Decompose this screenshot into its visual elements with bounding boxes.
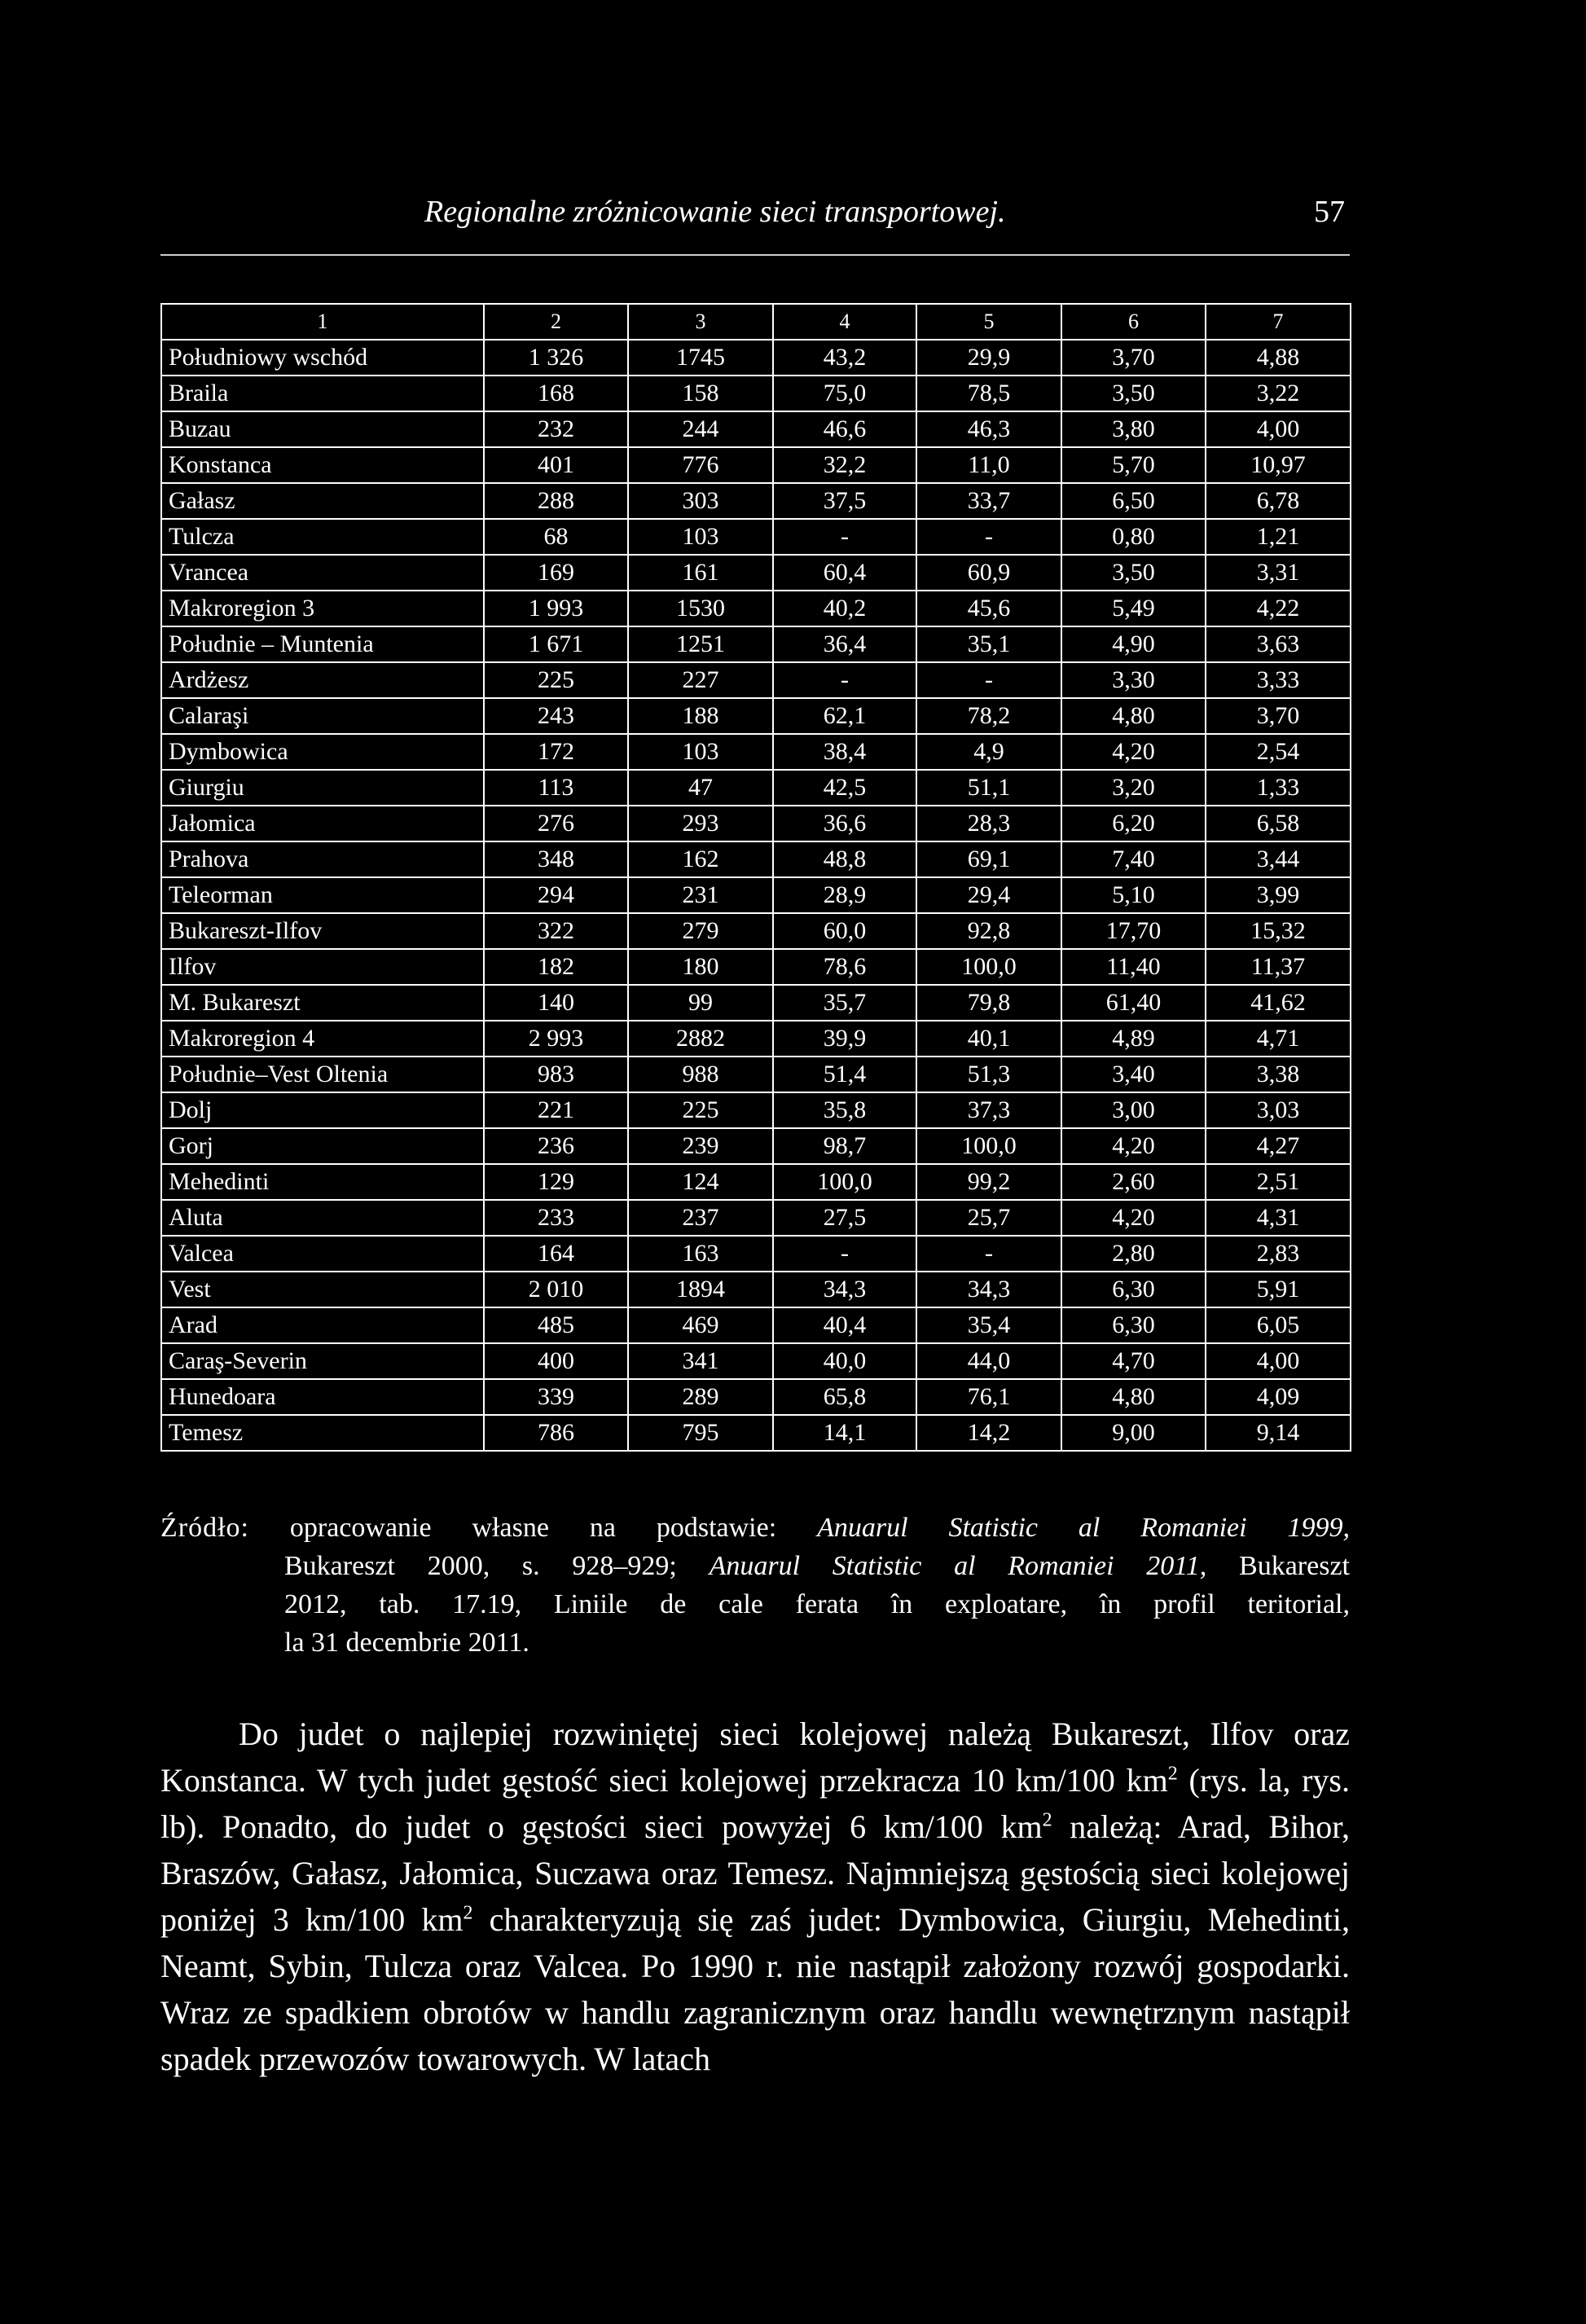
table-row	[161, 913, 1351, 949]
table-row	[161, 1307, 1351, 1343]
value-cell: 1 326	[484, 340, 628, 376]
value-cell: 29,4	[916, 877, 1061, 913]
region-name-cell: Bukareszt-Ilfov	[161, 913, 484, 949]
column-header: 1	[161, 304, 484, 340]
value-cell: 129	[484, 1164, 628, 1200]
value-cell: 231	[628, 877, 773, 913]
value-cell: 41,62	[1206, 985, 1351, 1021]
value-cell: 1251	[628, 626, 773, 662]
value-cell: 9,00	[1061, 1415, 1206, 1451]
value-cell: 37,3	[916, 1092, 1061, 1128]
region-name-cell: Dymbowica	[161, 734, 484, 770]
region-name-cell: Gorj	[161, 1128, 484, 1164]
value-cell: 3,20	[1061, 770, 1206, 806]
value-cell: 3,33	[1206, 662, 1351, 698]
value-cell: 2,51	[1206, 1164, 1351, 1200]
column-header: 4	[773, 304, 916, 340]
value-cell: 34,3	[916, 1272, 1061, 1307]
value-cell: 2,83	[1206, 1236, 1351, 1272]
table-row	[161, 698, 1351, 734]
value-cell: 5,91	[1206, 1272, 1351, 1307]
value-cell: 10,97	[1206, 447, 1351, 483]
value-cell: 51,4	[773, 1057, 916, 1092]
table-row	[161, 376, 1351, 411]
value-cell: 1,21	[1206, 519, 1351, 555]
body-part-2: (rys. la, rys. lb). Ponadto, do judet o gęstości sieci powyżej 6 km/100 km	[160, 1762, 1350, 1845]
value-cell: 25,7	[916, 1200, 1061, 1236]
value-cell: 60,0	[773, 913, 916, 949]
value-cell: -	[773, 519, 916, 555]
value-cell: 46,3	[916, 411, 1061, 447]
body-text	[160, 1711, 1350, 2082]
value-cell: 322	[484, 913, 628, 949]
value-cell: 221	[484, 1092, 628, 1128]
region-name-cell: Konstanca	[161, 447, 484, 483]
value-cell: 4,80	[1061, 698, 1206, 734]
value-cell: 2 993	[484, 1021, 628, 1057]
value-cell: 40,2	[773, 591, 916, 626]
value-cell: -	[773, 1236, 916, 1272]
region-name-cell: Teleorman	[161, 877, 484, 913]
value-cell: 288	[484, 483, 628, 519]
value-cell: 75,0	[773, 376, 916, 411]
region-name-cell: Tulcza	[161, 519, 484, 555]
value-cell: 29,9	[916, 340, 1061, 376]
region-name-cell: Dolj	[161, 1092, 484, 1128]
value-cell: 4,27	[1206, 1128, 1351, 1164]
table-row	[161, 1128, 1351, 1164]
body-paragraph	[160, 1711, 1350, 2082]
value-cell: 4,20	[1061, 1200, 1206, 1236]
value-cell: 1 671	[484, 626, 628, 662]
value-cell: 39,9	[773, 1021, 916, 1057]
table-row	[161, 1021, 1351, 1057]
value-cell: 4,31	[1206, 1200, 1351, 1236]
value-cell: 188	[628, 698, 773, 734]
value-cell: 34,3	[773, 1272, 916, 1307]
value-cell: 776	[628, 447, 773, 483]
value-cell: 42,5	[773, 770, 916, 806]
value-cell: 35,1	[916, 626, 1061, 662]
value-cell: -	[916, 662, 1061, 698]
value-cell: 28,3	[916, 806, 1061, 841]
region-name-cell: Temesz	[161, 1415, 484, 1451]
value-cell: 78,6	[773, 949, 916, 985]
value-cell: 236	[484, 1128, 628, 1164]
value-cell: 100,0	[916, 1128, 1061, 1164]
value-cell: 225	[628, 1092, 773, 1128]
value-cell: 51,3	[916, 1057, 1061, 1092]
value-cell: 4,89	[1061, 1021, 1206, 1057]
value-cell: 103	[628, 734, 773, 770]
value-cell: 45,6	[916, 591, 1061, 626]
value-cell: 169	[484, 555, 628, 591]
value-cell: 4,20	[1061, 734, 1206, 770]
value-cell: 3,63	[1206, 626, 1351, 662]
header-rule	[160, 254, 1350, 256]
table-row	[161, 340, 1351, 376]
value-cell: 37,5	[773, 483, 916, 519]
value-cell: 294	[484, 877, 628, 913]
value-cell: 161	[628, 555, 773, 591]
value-cell: 1745	[628, 340, 773, 376]
value-cell: 11,37	[1206, 949, 1351, 985]
value-cell: 163	[628, 1236, 773, 1272]
value-cell: 3,22	[1206, 376, 1351, 411]
value-cell: 3,38	[1206, 1057, 1351, 1092]
value-cell: 36,6	[773, 806, 916, 841]
value-cell: 99	[628, 985, 773, 1021]
table-row	[161, 447, 1351, 483]
table-row	[161, 1272, 1351, 1307]
value-cell: 92,8	[916, 913, 1061, 949]
value-cell: 61,40	[1061, 985, 1206, 1021]
value-cell: 60,9	[916, 555, 1061, 591]
table-row	[161, 806, 1351, 841]
value-cell: 4,70	[1061, 1343, 1206, 1379]
value-cell: 4,9	[916, 734, 1061, 770]
table-row	[161, 1343, 1351, 1379]
body-part-1: Do judet o najlepiej rozwiniętej sieci kolejowej należą Bukareszt, Ilfov oraz Konstanca. W tych judet gęstość sieci kolejowej przekracza 10 km/100 km	[160, 1716, 1350, 1799]
value-cell: 4,00	[1206, 1343, 1351, 1379]
value-cell: 279	[628, 913, 773, 949]
value-cell: 7,40	[1061, 841, 1206, 877]
table-row	[161, 1200, 1351, 1236]
value-cell: 6,50	[1061, 483, 1206, 519]
value-cell: 4,90	[1061, 626, 1206, 662]
region-name-cell: Valcea	[161, 1236, 484, 1272]
column-header: 5	[916, 304, 1061, 340]
value-cell: 46,6	[773, 411, 916, 447]
value-cell: 2,60	[1061, 1164, 1206, 1200]
value-cell: 162	[628, 841, 773, 877]
value-cell: 60,4	[773, 555, 916, 591]
value-cell: 237	[628, 1200, 773, 1236]
column-header: 2	[484, 304, 628, 340]
page-number: 57	[1314, 195, 1345, 229]
value-cell: 5,10	[1061, 877, 1206, 913]
value-cell: 180	[628, 949, 773, 985]
value-cell: 32,2	[773, 447, 916, 483]
table-row	[161, 841, 1351, 877]
value-cell: -	[916, 1236, 1061, 1272]
value-cell: 17,70	[1061, 913, 1206, 949]
value-cell: 4,88	[1206, 340, 1351, 376]
value-cell: 100,0	[773, 1164, 916, 1200]
value-cell: 27,5	[773, 1200, 916, 1236]
source-text-3: Bukareszt	[1206, 1551, 1350, 1581]
value-cell: 11,0	[916, 447, 1061, 483]
region-name-cell: Braila	[161, 376, 484, 411]
table-row	[161, 555, 1351, 591]
region-name-cell: Aluta	[161, 1200, 484, 1236]
table-row	[161, 1415, 1351, 1451]
value-cell: 303	[628, 483, 773, 519]
value-cell: 158	[628, 376, 773, 411]
value-cell: 11,40	[1061, 949, 1206, 985]
table-row	[161, 626, 1351, 662]
value-cell: 239	[628, 1128, 773, 1164]
value-cell: 6,05	[1206, 1307, 1351, 1343]
value-cell: 2,54	[1206, 734, 1351, 770]
value-cell: 78,2	[916, 698, 1061, 734]
region-name-cell: Południe–Vest Oltenia	[161, 1057, 484, 1092]
value-cell: 233	[484, 1200, 628, 1236]
value-cell: 51,1	[916, 770, 1061, 806]
value-cell: 35,4	[916, 1307, 1061, 1343]
region-name-cell: Arad	[161, 1307, 484, 1343]
region-name-cell: Giurgiu	[161, 770, 484, 806]
value-cell: 44,0	[916, 1343, 1061, 1379]
value-cell: 6,58	[1206, 806, 1351, 841]
table-row	[161, 411, 1351, 447]
value-cell: 48,8	[773, 841, 916, 877]
body-part-3: należą: Arad, Bihor, Braszów, Gałasz, Jałomica, Suczawa oraz Temesz. Najmniejszą gęstością sieci kolejowej poniżej 3 km/100 km	[160, 1808, 1350, 1938]
region-name-cell: Makroregion 3	[161, 591, 484, 626]
value-cell: 243	[484, 698, 628, 734]
value-cell: 341	[628, 1343, 773, 1379]
value-cell: 14,2	[916, 1415, 1061, 1451]
value-cell: 6,78	[1206, 483, 1351, 519]
value-cell: 140	[484, 985, 628, 1021]
table-row	[161, 591, 1351, 626]
value-cell: 3,40	[1061, 1057, 1206, 1092]
value-cell: 2 010	[484, 1272, 628, 1307]
superscript: 2	[1042, 1809, 1052, 1831]
value-cell: -	[916, 519, 1061, 555]
source-line-4: la 31 decembrie 2011.	[284, 1628, 529, 1658]
value-cell: 988	[628, 1057, 773, 1092]
value-cell: -	[773, 662, 916, 698]
value-cell: 4,71	[1206, 1021, 1351, 1057]
value-cell: 244	[628, 411, 773, 447]
table-row	[161, 483, 1351, 519]
region-name-cell: Buzau	[161, 411, 484, 447]
value-cell: 40,4	[773, 1307, 916, 1343]
value-cell: 35,7	[773, 985, 916, 1021]
running-title: Regionalne zróżnicowanie sieci transportowej.	[424, 195, 1006, 229]
value-cell: 168	[484, 376, 628, 411]
table-row	[161, 1164, 1351, 1200]
value-cell: 5,70	[1061, 447, 1206, 483]
value-cell: 69,1	[916, 841, 1061, 877]
value-cell: 6,30	[1061, 1272, 1206, 1307]
value-cell: 786	[484, 1415, 628, 1451]
region-name-cell: Ilfov	[161, 949, 484, 985]
value-cell: 1 993	[484, 591, 628, 626]
value-cell: 65,8	[773, 1379, 916, 1415]
source-note	[160, 1509, 1350, 1662]
value-cell: 3,31	[1206, 555, 1351, 591]
table-row	[161, 519, 1351, 555]
column-header: 6	[1061, 304, 1206, 340]
value-cell: 113	[484, 770, 628, 806]
table-row	[161, 770, 1351, 806]
value-cell: 40,0	[773, 1343, 916, 1379]
source-line-3: 2012, tab. 17.19, Liniile de cale ferata în exploatare, în profil teritorial,	[284, 1589, 1350, 1619]
source-title-2: Anuarul Statistic al Romaniei 2011,	[709, 1551, 1207, 1581]
region-name-cell: Jałomica	[161, 806, 484, 841]
value-cell: 469	[628, 1307, 773, 1343]
region-name-cell: Prahova	[161, 841, 484, 877]
table-header-row	[161, 304, 1351, 340]
value-cell: 99,2	[916, 1164, 1061, 1200]
value-cell: 36,4	[773, 626, 916, 662]
value-cell: 3,00	[1061, 1092, 1206, 1128]
value-cell: 47	[628, 770, 773, 806]
value-cell: 14,1	[773, 1415, 916, 1451]
value-cell: 3,44	[1206, 841, 1351, 877]
value-cell: 35,8	[773, 1092, 916, 1128]
value-cell: 4,80	[1061, 1379, 1206, 1415]
region-name-cell: Południe – Muntenia	[161, 626, 484, 662]
table-row	[161, 1092, 1351, 1128]
value-cell: 293	[628, 806, 773, 841]
value-cell: 276	[484, 806, 628, 841]
superscript: 2	[1167, 1763, 1178, 1785]
source-text-1: opracowanie własne na podstawie:	[289, 1513, 818, 1543]
value-cell: 3,50	[1061, 555, 1206, 591]
region-name-cell: Gałasz	[161, 483, 484, 519]
source-text-2: Bukareszt 2000, s. 928–929;	[284, 1551, 710, 1581]
table-row	[161, 1379, 1351, 1415]
region-name-cell: M. Bukareszt	[161, 985, 484, 1021]
region-name-cell: Calaraşi	[161, 698, 484, 734]
table-row	[161, 1057, 1351, 1092]
value-cell: 4,20	[1061, 1128, 1206, 1164]
value-cell: 6,30	[1061, 1307, 1206, 1343]
table-row	[161, 949, 1351, 985]
value-cell: 401	[484, 447, 628, 483]
region-name-cell: Vest	[161, 1272, 484, 1307]
value-cell: 5,49	[1061, 591, 1206, 626]
value-cell: 6,20	[1061, 806, 1206, 841]
source-line-2	[160, 1547, 1350, 1585]
value-cell: 62,1	[773, 698, 916, 734]
value-cell: 289	[628, 1379, 773, 1415]
region-name-cell: Ardżesz	[161, 662, 484, 698]
body-part-4: charakteryzują się zaś judet: Dymbowica, Giurgiu, Mehedinti, Neamt, Sybin, Tulcza oraz Valcea. Po 1990 r. nie nastąpił założony rozwój gospodarki. Wraz ze spadkiem obrotów w handlu zagranicznym oraz handlu wewnętrznym nastąpił spadek przewozów towarowych. W latach	[160, 1901, 1351, 2077]
value-cell: 76,1	[916, 1379, 1061, 1415]
value-cell: 400	[484, 1343, 628, 1379]
value-cell: 68	[484, 519, 628, 555]
value-cell: 28,9	[773, 877, 916, 913]
value-cell: 4,00	[1206, 411, 1351, 447]
source-label: Źródło:	[160, 1513, 249, 1543]
value-cell: 2882	[628, 1021, 773, 1057]
source-title-1: Anuarul Statistic al Romaniei 1999,	[817, 1513, 1350, 1543]
column-header: 7	[1206, 304, 1351, 340]
region-name-cell: Hunedoara	[161, 1379, 484, 1415]
region-name-cell: Vrancea	[161, 555, 484, 591]
page-header	[160, 189, 1350, 246]
value-cell: 3,80	[1061, 411, 1206, 447]
value-cell: 339	[484, 1379, 628, 1415]
value-cell: 124	[628, 1164, 773, 1200]
value-cell: 38,4	[773, 734, 916, 770]
value-cell: 40,1	[916, 1021, 1061, 1057]
value-cell: 1894	[628, 1272, 773, 1307]
value-cell: 3,70	[1061, 340, 1206, 376]
data-table	[160, 303, 1351, 1452]
value-cell: 9,14	[1206, 1415, 1351, 1451]
value-cell: 0,80	[1061, 519, 1206, 555]
region-name-cell: Mehedinti	[161, 1164, 484, 1200]
value-cell: 795	[628, 1415, 773, 1451]
value-cell: 1,33	[1206, 770, 1351, 806]
value-cell: 3,99	[1206, 877, 1351, 913]
table-row	[161, 1236, 1351, 1272]
table-row	[161, 985, 1351, 1021]
value-cell: 3,50	[1061, 376, 1206, 411]
value-cell: 4,22	[1206, 591, 1351, 626]
value-cell: 348	[484, 841, 628, 877]
value-cell: 182	[484, 949, 628, 985]
value-cell: 4,09	[1206, 1379, 1351, 1415]
value-cell: 79,8	[916, 985, 1061, 1021]
region-name-cell: Caraş-Severin	[161, 1343, 484, 1379]
value-cell: 1530	[628, 591, 773, 626]
value-cell: 33,7	[916, 483, 1061, 519]
value-cell: 172	[484, 734, 628, 770]
value-cell: 100,0	[916, 949, 1061, 985]
value-cell: 43,2	[773, 340, 916, 376]
table-row	[161, 734, 1351, 770]
value-cell: 3,30	[1061, 662, 1206, 698]
source-line-1	[160, 1509, 1350, 1547]
value-cell: 103	[628, 519, 773, 555]
value-cell: 78,5	[916, 376, 1061, 411]
region-name-cell: Południowy wschód	[161, 340, 484, 376]
table-row	[161, 877, 1351, 913]
value-cell: 3,03	[1206, 1092, 1351, 1128]
region-name-cell: Makroregion 4	[161, 1021, 484, 1057]
value-cell: 2,80	[1061, 1236, 1206, 1272]
value-cell: 983	[484, 1057, 628, 1092]
column-header: 3	[628, 304, 773, 340]
value-cell: 227	[628, 662, 773, 698]
table-row	[161, 662, 1351, 698]
value-cell: 225	[484, 662, 628, 698]
value-cell: 3,70	[1206, 698, 1351, 734]
value-cell: 15,32	[1206, 913, 1351, 949]
value-cell: 98,7	[773, 1128, 916, 1164]
value-cell: 164	[484, 1236, 628, 1272]
value-cell: 485	[484, 1307, 628, 1343]
value-cell: 232	[484, 411, 628, 447]
superscript: 2	[463, 1902, 473, 1924]
